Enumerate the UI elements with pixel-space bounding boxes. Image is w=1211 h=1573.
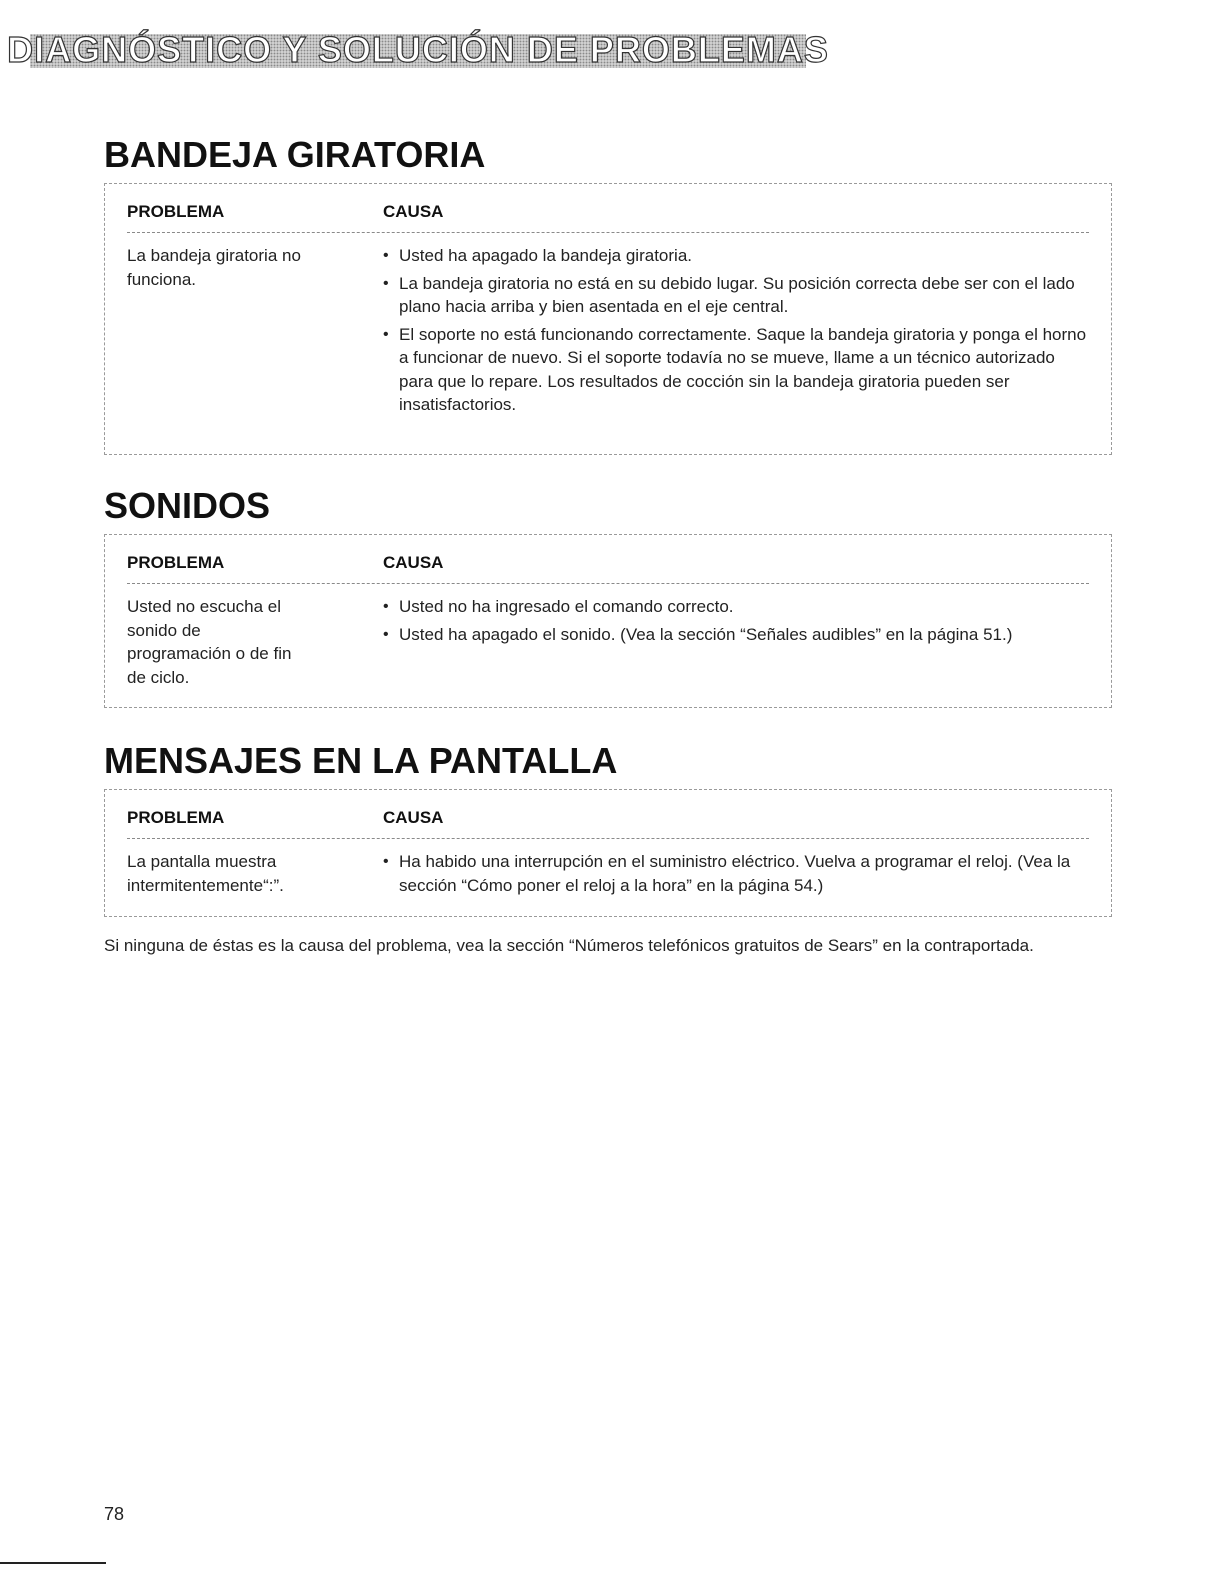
header-divider <box>127 838 1089 839</box>
column-header-problem: PROBLEMA <box>127 808 225 827</box>
cause-item: • Usted ha apagado la bandeja giratoria. <box>369 244 1089 268</box>
problem-text: La bandeja giratoria no funciona. <box>127 246 301 289</box>
footer-note: Si ninguna de éstas es la causa del problema, vea la sección “Números telefónicos gratuitos de Sears” en la contraportada. <box>104 936 1034 955</box>
section-title-bandeja-giratoria: BANDEJA GIRATORIA <box>104 134 486 175</box>
bottom-edge-rule <box>0 1562 106 1564</box>
section-title-mensajes-en-la-pantalla: MENSAJES EN LA PANTALLA <box>104 740 618 781</box>
header-banner-title: DIAGNÓSTICO Y SOLUCIÓN DE PROBLEMAS <box>7 29 829 70</box>
cause-list <box>369 850 1089 901</box>
cause-item: • La bandeja giratoria no está en su debido lugar. Su posición correcta debe ser con el lado plano hacia arriba y bien asentada en el eje central. <box>369 272 1089 319</box>
column-header-problem: PROBLEMA <box>127 553 225 572</box>
troubleshooting-table-sonidos <box>104 534 1112 708</box>
cause-list <box>369 244 1089 421</box>
page-number: 78 <box>104 1504 125 1524</box>
column-header-cause: CAUSA <box>383 808 444 827</box>
column-header-cause: CAUSA <box>383 553 444 572</box>
troubleshooting-table-mensajes <box>104 789 1112 917</box>
cause-item: • Usted ha apagado el sonido. (Vea la sección “Señales audibles” en la página 51.) <box>369 623 1089 647</box>
troubleshooting-table-bandeja-giratoria <box>104 183 1112 455</box>
problem-text: Usted no escucha el sonido de programación o de fin de ciclo. <box>127 597 292 687</box>
cause-item: • Usted no ha ingresado el comando correcto. <box>369 595 1089 619</box>
cause-list <box>369 595 1089 650</box>
header-divider <box>127 232 1089 233</box>
column-header-problem: PROBLEMA <box>127 202 225 221</box>
cause-item: • Ha habido una interrupción en el suministro eléctrico. Vuelva a programar el reloj. (Vea la sección “Cómo poner el reloj a la hora” en la página 54.) <box>369 850 1089 897</box>
section-title-sonidos: SONIDOS <box>104 485 271 526</box>
cause-item: • El soporte no está funcionando correctamente. Saque la bandeja giratoria y ponga el horno a funcionar de nuevo. Si el soporte todavía no se mueve, llame a un técnico autorizado para que lo repare. Los resultados de cocción sin la bandeja giratoria pueden ser insatisfactorios. <box>369 323 1089 417</box>
header-divider <box>127 583 1089 584</box>
column-header-cause: CAUSA <box>383 202 444 221</box>
problem-text: La pantalla muestra intermitentemente“:”. <box>127 852 284 895</box>
